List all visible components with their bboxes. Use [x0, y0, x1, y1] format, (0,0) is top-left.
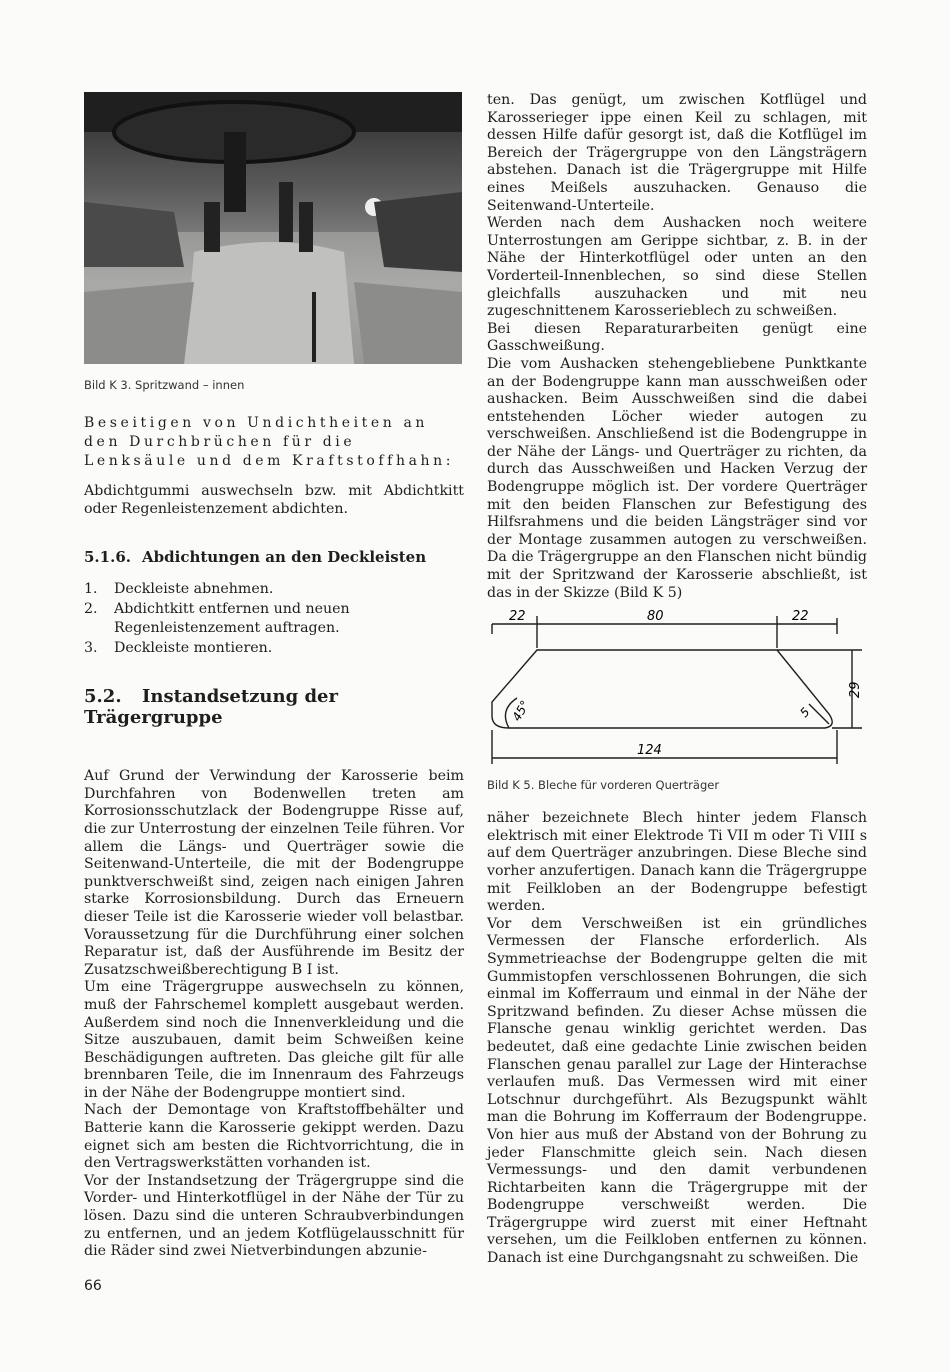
section-dichtheit-heading: Beseitigen von Undichtheiten an den Durchbrüchen für die Lenksäule und dem Kraftstoffhahn:	[84, 415, 455, 469]
paragraph: Nach der Demontage von Kraftstoffbehälter und Batterie kann die Karosserie gekippt werden. Dazu eignet sich am besten die Richtvorrichtung, die in den Vertragswerkstätten vorhanden ist.	[84, 1102, 464, 1172]
paragraph: Bei diesen Reparaturarbeiten genügt eine Gasschweißung.	[487, 320, 867, 355]
list-item: 1. Deckleiste abnehmen.	[84, 581, 274, 598]
section-52-title: Instandsetzung der Trägergruppe	[84, 686, 338, 729]
section-52-body	[84, 768, 464, 1261]
right-column-continued	[487, 810, 867, 1267]
paragraph: Vor dem Verschweißen ist ein gründliches Vermessen der Flansche erforderlich. Als Symmetrieachse der Bodengruppe gelten die mit Gummistopfen verschlossenen Bohrungen, die sich einmal im Kofferraum und einmal in der Nähe der Spritzwand befinden. Zu dieser Achse müssen die Flansche genau winklig gerichtet werden. Das bedeutet, daß eine gedachte Linie zwischen beiden Flanschen genau parallel zur Lage der Hinterachse verlaufen muß. Das Vermessen wird mit einer Lotschnur durchgeführt. Als Bezugspunkt wählt man die Bohrung im Kofferraum der Bodengruppe. Von hier aus muß der Abstand von der Bohrung zu jeder Flanschmitte gleich sein. Nach diesen Vermessungs- und den damit verbundenen Richtarbeiten kann die Trägergruppe mit der Bodengruppe verschweißt werden. Die Trägergruppe wird zuerst mit einer Heftnaht versehen, um die Feilkloben entfernen zu können. Danach ist eine Durchgangsnaht zu schweißen. Die	[487, 915, 867, 1267]
right-column	[487, 92, 867, 1268]
figure-k5-caption: Bild K 5. Bleche für vorderen Querträger	[487, 778, 720, 793]
photo-footwell-image	[84, 92, 462, 364]
dim-top-mid: 80	[647, 609, 664, 625]
paragraph: ten. Das genügt, um zwischen Kotflügel und Karosserieger ippe einen Keil zu schlagen, mit dessen Hilfe dafür gesorgt ist, daß die Kotflügel im Bereich der Trägergruppe von den Längsträgern abstehen. Danach ist die Trägergruppe mit Hilfe eines Meißels auszuhacken. Genauso die Seitenwand-Unterteile.	[487, 92, 867, 214]
figure-k3-caption: Bild K 3. Spritzwand – innen	[84, 378, 245, 392]
paragraph: Vor der Instandsetzung der Trägergruppe sind die Vorder- und Hinterkotflügel in der Nähe der Tür zu lösen. Dazu sind die unteren Schraubverbindungen zu entfernen, und an jedem Kotflügelausschnitt für die Räder sind zwei Nietverbindungen abzunie-	[84, 1172, 464, 1260]
section-dichtheit-text: Abdichtgummi auswechseln bzw. mit Abdichtkitt oder Regenleistenzement abdichten.	[84, 483, 464, 517]
section-516-heading	[84, 548, 464, 566]
section-516-title: Abdichtungen an den Deckleisten	[142, 548, 427, 567]
paragraph: Auf Grund der Verwindung der Karosserie beim Durchfahren von Bodenwellen treten am Korrosionsschutzlack der Bodengruppe Risse auf, die zur Unterrostung der einzelnen Teile führen. Vor allem die Längs- und Querträger sowie die Seitenwand-Unterteile, die mit der Bodengruppe punktverschweißt sind, zeigen nach einigen Jahren starke Korrosionsbildung. Durch das Erneuern dieser Teile ist die Karosserie wieder voll belastbar. Voraussetzung für die Durchführung einer solchen Reparatur ist, daß der Ausführende im Besitz der Zusatzschweißberechtigung B I ist.	[84, 768, 464, 978]
dim-radius-right: 5	[797, 705, 813, 721]
dim-bottom: 124	[637, 743, 662, 759]
section-52-heading	[84, 686, 464, 728]
sheet-metal-sketch	[487, 606, 867, 776]
page-number: 66	[84, 1278, 102, 1294]
paragraph: Um eine Trägergruppe auswechseln zu können, muß der Fahrschemel komplett ausgebaut werden. Außerdem sind noch die Innenverkleidung und die Sitze auszubauen, damit beim Schweißen keine Beschädigungen auftreten. Das gleiche gilt für alle brennbaren Teile, die im Innenraum des Fahrzeugs in der Nähe der Bodengruppe montiert sind.	[84, 979, 464, 1101]
section-52-number: 5.2.	[84, 686, 122, 708]
list-item: 3. Deckleiste montieren.	[84, 639, 273, 656]
dim-height: 29	[848, 681, 863, 699]
photo-spritzwand	[84, 92, 462, 364]
paragraph: näher bezeichnete Blech hinter jedem Flansch elektrisch mit einer Elektrode Ti VII m oder Ti VIII s auf dem Querträger anzubringen. Diese Bleche sind vorher anzufertigen. Danach kann die Trägergruppe mit Feilkloben an der Bodengruppe befestigt werden.	[487, 810, 867, 915]
section-516-number: 5.1.6.	[84, 548, 131, 567]
paragraph: Werden nach dem Aushacken noch weitere Unterrostungen am Gerippe sichtbar, z. B. in der Nähe der Hinterkotflügel oder unten an den Vorderteil-Innenblechen, so sind diese Stellen gleichfalls auszuhacken und mit neu zugeschnittenem Karosserieblech zu schweißen.	[487, 215, 867, 320]
figure-k5-drawing	[487, 606, 867, 776]
left-column	[84, 92, 464, 1261]
section-516-steps	[84, 580, 464, 658]
dim-top-left: 22	[509, 609, 526, 625]
paragraph: Die vom Aushacken stehengebliebene Punktkante an der Bodengruppe kann man ausschweißen oder aushacken. Beim Ausschweißen sind die dabei entstehenden Löcher wieder autogen zu verschweißen. Anschließend ist die Bodengruppe in der Nähe der Längs- und Querträger zu richten, da durch das Ausschweißen und Hacken Verzug der Bodengruppe möglich ist. Der vordere Querträger mit den beiden Flanschen zur Befestigung des Hilfsrahmens und die beiden Längsträger sind vor der Montage zusammen autogen zu verschweißen. Da die Trägergruppe an den Flanschen nicht bündig mit der Spritzwand der Karosserie abschließt, ist das in der Skizze (Bild K 5)	[487, 355, 867, 601]
list-item: 2. Abdichtkitt entfernen und neuen Regenleistenzement auftragen.	[84, 600, 350, 637]
dim-top-right: 22	[792, 609, 809, 625]
dim-angle-left: 45°	[509, 698, 533, 724]
